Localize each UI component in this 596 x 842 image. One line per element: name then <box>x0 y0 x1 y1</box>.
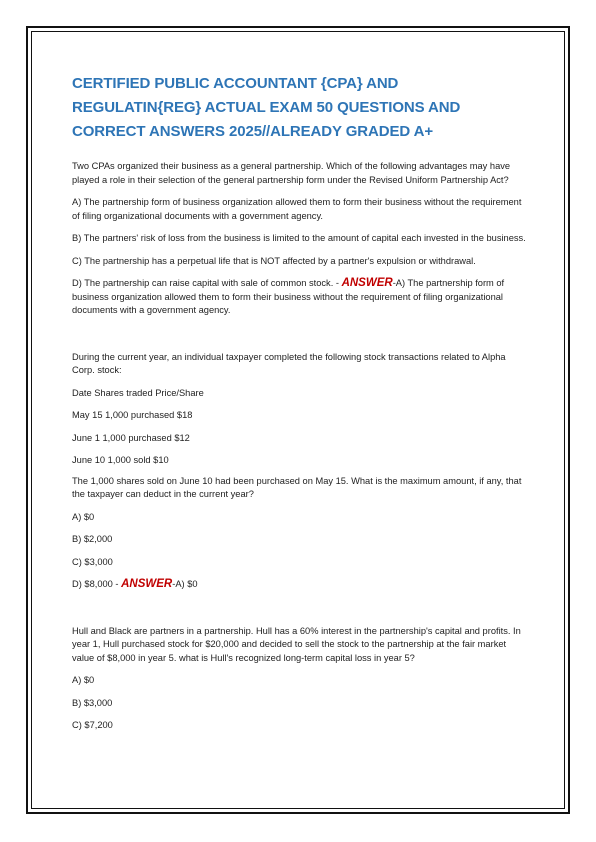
question-1-option-b: B) The partners' risk of loss from the business is limited to the amount of capital each invested in the business. <box>72 233 526 243</box>
question-1-option-a: A) The partnership form of business organization allowed them to form their business without the requirement of filing organizational documents with a government agency. <box>72 197 522 221</box>
question-2-option-d <box>72 578 527 592</box>
question-2-option-a: A) $0 <box>72 511 95 522</box>
section-gap <box>72 327 527 351</box>
question-1-option-d <box>72 277 527 318</box>
question-2-text: The 1,000 shares sold on June 10 had been purchased on May 15. What is the maximum amount, if any, that the taxpayer can deduct in the current year? <box>72 475 522 499</box>
section-gap <box>72 601 527 625</box>
transaction-row: June 10 1,000 sold $10 <box>72 455 169 465</box>
question-1 <box>72 160 527 318</box>
question-3-option-b: B) $3,000 <box>72 697 113 708</box>
transaction-row: May 15 1,000 purchased $18 <box>72 410 193 420</box>
question-3 <box>72 625 527 733</box>
transaction-row: June 1 1,000 purchased $12 <box>72 432 190 443</box>
document-title: CERTIFIED PUBLIC ACCOUNTANT {CPA} AND REGULATIN{REG} ACTUAL EXAM 50 QUESTIONS AND CORRECT ANSWERS 2025//ALREADY GRADED A+ <box>72 75 461 140</box>
question-2-intro: During the current year, an individual taxpayer completed the following stock transactions related to Alpha Corp. stock: <box>72 351 506 375</box>
question-2-answer: -A) $0 <box>172 579 198 589</box>
answer-keyword: ANSWER <box>121 578 173 590</box>
document-body <box>72 72 527 742</box>
question-3-option-c: C) $7,200 <box>72 720 113 730</box>
question-3-text: Hull and Black are partners in a partnership. Hull has a 60% interest in the partnership's capital and profits. In year 1, Hull purchased stock for $20,000 and decided to sell the stock to the partnership at the fair market value of $8,000 in year 5. what is Hull's recognized long-term capital loss in year 5? <box>72 625 521 663</box>
question-3-option-a: A) $0 <box>72 675 95 685</box>
transaction-table-header: Date Shares traded Price/Share <box>72 387 204 398</box>
question-1-answer: -A) The partnership form of business organization allowed them to form their business without the requirement of filing organizational documents with a government agency. <box>72 278 505 315</box>
answer-keyword: ANSWER <box>341 277 393 289</box>
question-2-option-b: B) $2,000 <box>72 534 113 544</box>
question-2-option-d-text: D) $8,000 - <box>72 579 122 589</box>
question-1-option-d-text: D) The partnership can raise capital with sale of common stock. - <box>72 278 342 288</box>
question-2 <box>72 351 527 592</box>
question-2-option-c: C) $3,000 <box>72 556 113 567</box>
question-1-text: Two CPAs organized their business as a general partnership. Which of the following advantages may have played a role in their selection of the general partnership form under the Revised Uniform Partnership Act? <box>72 161 511 185</box>
question-1-option-c: C) The partnership has a perpetual life that is NOT affected by a partner's expulsion or withdrawal. <box>72 255 476 266</box>
